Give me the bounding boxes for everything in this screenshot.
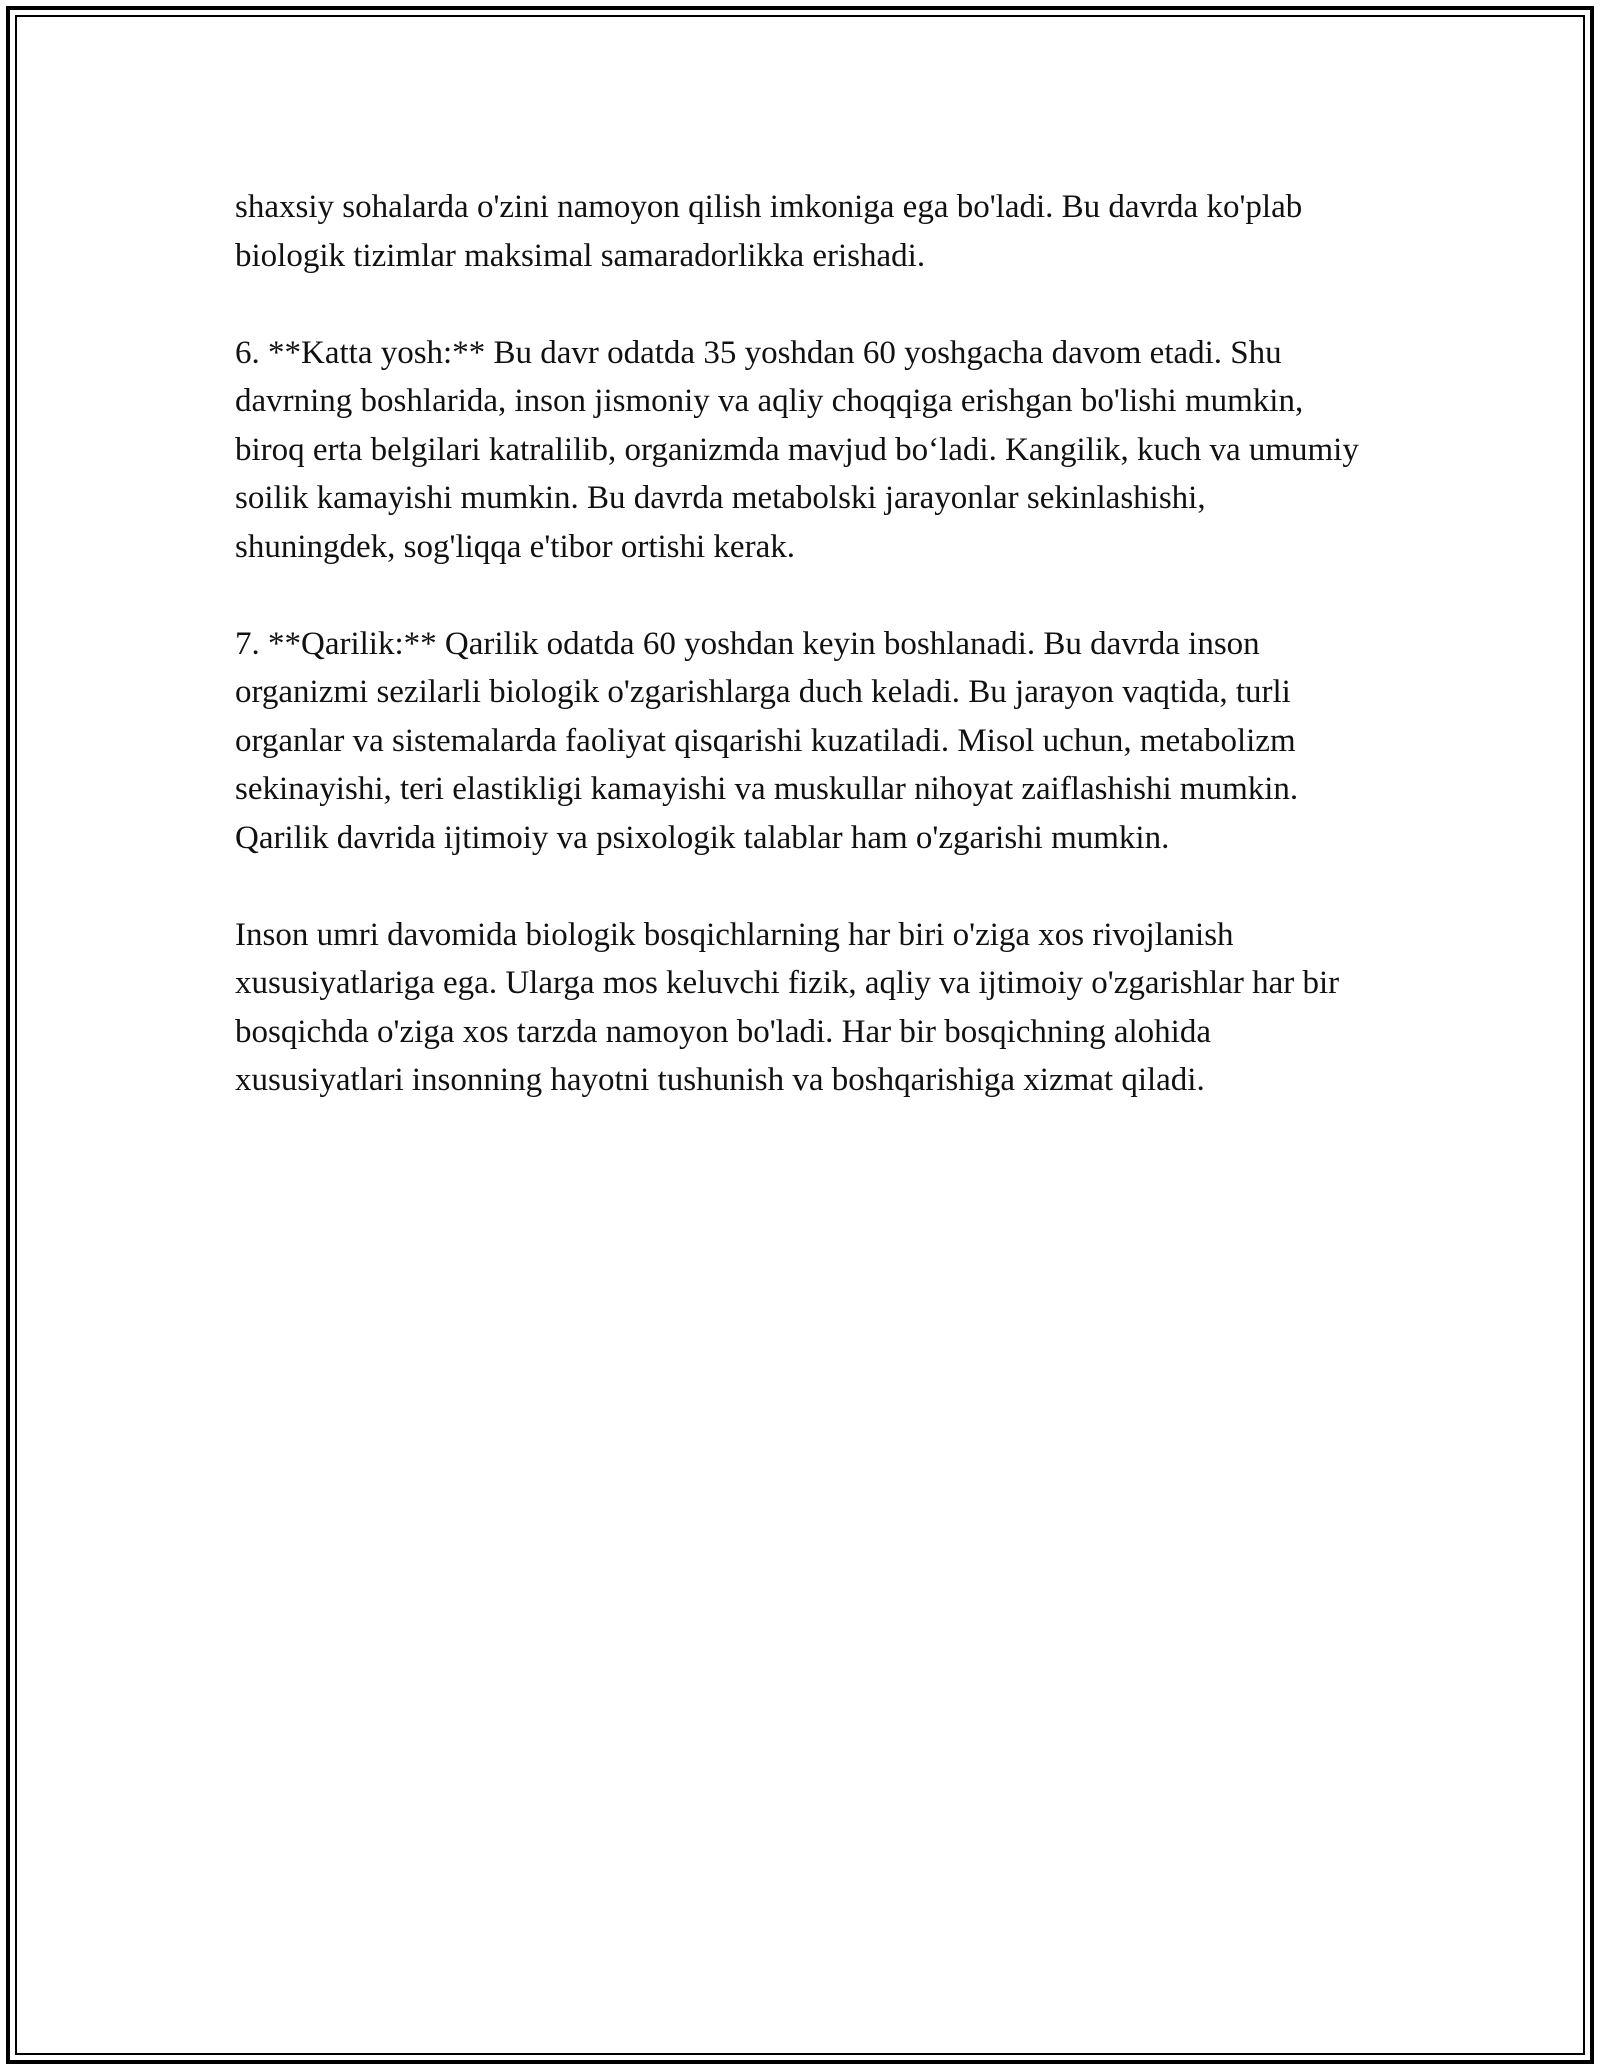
paragraph-intro-continuation: shaxsiy sohalarda o'zini namoyon qilish imkoniga ega bo'ladi. Bu davrda ko'plab biologik tizimlar maksimal samaradorlikka erishadi. — [235, 189, 1303, 274]
paragraph-katta-yosh: 6. **Katta yosh:** Bu davr odatda 35 yoshdan 60 yoshgacha davom etadi. Shu davrning boshlarida, inson jismoniy va aqliy choqqiga erishgan bo'lishi mumkin, biroq erta belgilari katralilib, organizmda mavjud bo‘ladi. Kangilik, kuch va umumiy soilik kamayishi mumkin. Bu davrda metabolski jarayonlar sekinlashishi, shuningdek, sog'liqqa e'tibor ortishi kerak. — [235, 334, 1359, 565]
document-body — [235, 183, 1370, 1105]
paragraph-conclusion: Inson umri davomida biologik bosqichlarning har biri o'ziga xos rivojlanish xususiyatlariga ega. Ularga mos keluvchi fizik, aqliy va ijtimoiy o'zgarishlar har bir bosqichda o'ziga xos tarzda namoyon bo'ladi. Har bir bosqichning alohida xususiyatlari insonning hayotni tushunish va boshqarishiga xizmat qiladi. — [235, 916, 1340, 1098]
paragraph-qarilik: 7. **Qarilik:** Qarilik odatda 60 yoshdan keyin boshlanadi. Bu davrda inson organizmi sezilarli biologik o'zgarishlarga duch keladi. Bu jarayon vaqtida, turli organlar va sistemalarda faoliyat qisqarishi kuzatiladi. Misol uchun, metabolizm sekinayishi, teri elastikligi kamayishi va muskullar nihoyat zaiflashishi mumkin. Qarilik davrida ijtimoiy va psixologik talablar ham o'zgarishi mumkin. — [235, 625, 1299, 856]
